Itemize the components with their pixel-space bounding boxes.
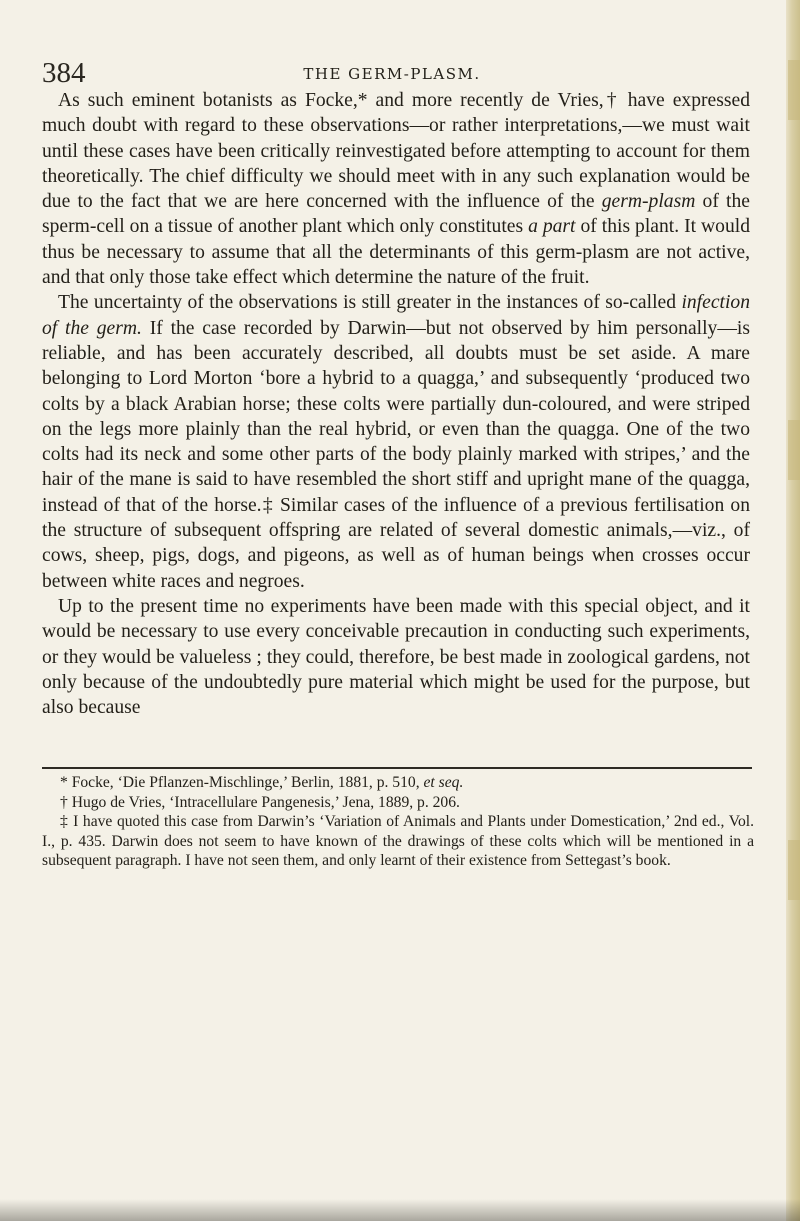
edge-shadow <box>788 60 800 120</box>
text-run: The uncertainty of the observations is still greater in the instances of so-called <box>58 292 682 314</box>
italic-phrase: germ-plasm <box>601 191 696 213</box>
page-number: 384 <box>42 57 86 89</box>
footnote-1 <box>42 773 754 793</box>
footnote-3: ‡ I have quoted this case from Darwin’s ‘Variation of Animals and Plants under Domestication,’ 2nd ed., Vol. I., p. 435. Darwin does not seem to have known of the drawings of these colts which will be mentioned in a subsequent paragraph. I have not seen them, and only learnt of their existence from Settegast’s book. <box>42 813 754 870</box>
edge-shadow <box>788 420 800 480</box>
footnote-2: † Hugo de Vries, ‘Intracellulare Pangenesis,’ Jena, 1889, p. 206. <box>60 793 460 811</box>
edge-shadow <box>788 840 800 900</box>
text-run: of the sperm-cell on a tissue of another plant which only constitutes <box>42 191 750 238</box>
running-head: THE GERM-PLASM. <box>303 65 481 83</box>
text-run: of this plant. It would thus be necessary to assume that all the determinants of this germ-plasm are not active, and that only those take effect which determine the nature of the fruit. <box>42 216 750 289</box>
body-text <box>42 88 750 720</box>
footnote-rule <box>42 767 752 769</box>
italic-phrase: a part <box>528 216 576 238</box>
footnotes <box>42 773 754 871</box>
text-run: As such eminent botanists as Focke,* and more recently de Vries,† have expressed much doubt with regard to these observations—or rather interpretations,—we must wait until these cases have been critically reinvestigated before attempting to account for them theoretically. The chief difficulty we should meet with in any such explanation would be due to the fact that we are here concerned with the influence of the <box>42 90 750 213</box>
bottom-shadow <box>0 1199 800 1221</box>
paragraph-3: Up to the present time no experiments have been made with this special object, and it would be necessary to use every conceivable precaution in conducting such experiments, or they would be valueless ; they could, therefore, be best made in zoological gardens, not only because of the undoubtedly pure material which might be used for the purpose, but also because <box>42 595 750 719</box>
italic-phrase: et seq. <box>423 774 464 791</box>
text-run: If the case recorded by Darwin—but not observed by him personally—is reliable, and has been accurately described, all doubts must be set aside. A mare belonging to Lord Morton ‘bore a hybrid to a quagga,’ and subsequently ‘produced two colts by a black Arabian horse; these colts were partially dun-coloured, and were striped on the legs more plainly than the real hybrid, or even than the quagga. One of the two colts had its neck and some other parts of the body plainly marked with stripes,’ and the hair of the mane is said to have resembled the short stiff and upright mane of the quagga, instead of that of the horse.‡ Similar cases of the influence of a previous fertilisation on the structure of subsequent offspring are related of several domestic animals,—viz., of cows, sheep, pigs, dogs, and pigeons, as well as of human beings when crosses occur between white races and negroes. <box>42 317 750 592</box>
page-edge <box>786 0 800 1221</box>
italic-phrase: infection of the germ. <box>42 292 750 339</box>
paragraph-1 <box>42 88 750 290</box>
paragraph-2 <box>42 290 750 594</box>
footnote-text: * Focke, ‘Die Pflanzen-Mischlinge,’ Berlin, 1881, p. 510, <box>60 774 424 791</box>
